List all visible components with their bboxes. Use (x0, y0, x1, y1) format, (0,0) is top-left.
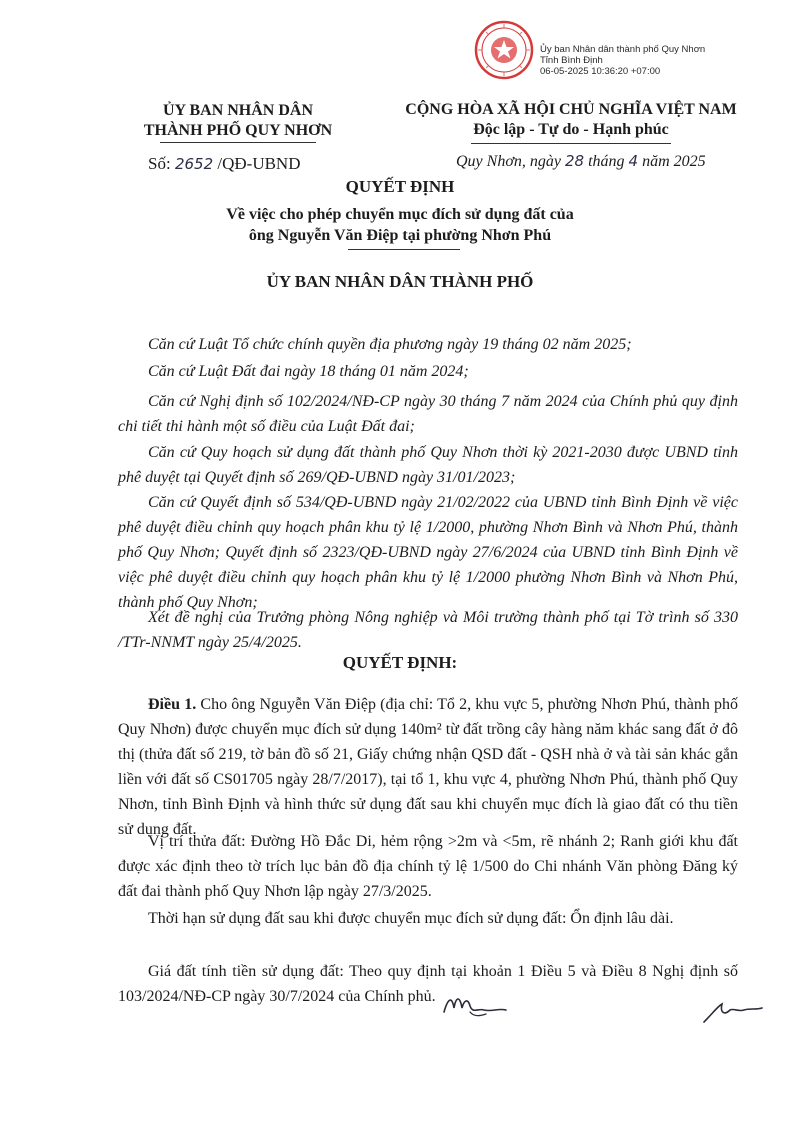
year-text: năm 2025 (638, 153, 706, 170)
document-number-prefix: Số: (148, 154, 175, 173)
document-number (148, 154, 300, 174)
legal-basis-item: Xét đề nghị của Trưởng phòng Nông nghiệp và Môi trường thành phố tại Tờ trình số 330 /TTr-NNMT ngày 25/4/2025. (118, 609, 738, 651)
state-emblem-seal-icon (474, 20, 534, 80)
handwritten-initials-icon (440, 990, 510, 1020)
legal-basis-item: Căn cứ Luật Đất đai ngày 18 tháng 01 năm 2024; (148, 363, 469, 380)
digital-signature-block (540, 44, 705, 77)
article-1 (118, 692, 738, 842)
agency-name-line1: ỦY BAN NHÂN DÂN (162, 102, 314, 119)
article-1-text: Cho ông Nguyễn Văn Điệp (địa chỉ: Tổ 2, khu vực 5, phường Nhơn Phú, thành phố Quy Nhơn) được chuyển mục đích sử dụng 140m² từ đất trồng cây hàng năm khác sang đất ở đô thị (thửa đất số 219, tờ bản đồ số 21, Giấy chứng nhận QSD đất - QSH nhà ở và tài sản khác gắn liền với đất số CS01705 ngày 28/7/2017), tại tổ 1, khu vực 4, phường Nhơn Phú, thành phố Quy Nhơn, tỉnh Bình Định và hình thức sử dụng đất sau khi chuyển mục đích là giao đất có thu tiền sử dụng đất. (118, 696, 739, 838)
legal-basis-item: Căn cứ Quy hoạch sử dụng đất thành phố Quy Nhơn thời kỳ 2021-2030 được UBND tỉnh phê duyệt tại Quyết định số 269/QĐ-UBND ngày 31/01/2023; (118, 444, 738, 486)
document-number-handwritten: 2652 (174, 155, 214, 173)
handwritten-signature-icon (700, 996, 764, 1026)
document-number-suffix: /QĐ-UBND (213, 154, 301, 173)
month-handwritten: 4 (628, 152, 639, 170)
land-location: Vị trí thửa đất: Đường Hồ Đắc Di, hẻm rộng >2m và <5m, rẽ nhánh 2; Ranh giới khu đất được xác định theo tờ trích lục bản đồ địa chính tỷ lệ 1/500 do Chi nhánh Văn phòng Đăng ký đất đai thành phố Quy Nhơn lập ngày 27/3/2025. (118, 833, 738, 900)
signature-org: Ủy ban Nhân dân thành phố Quy Nhơn (540, 44, 706, 55)
place-and-date (456, 152, 706, 171)
place-prefix: Quy Nhơn, ngày (456, 153, 565, 170)
legal-basis-item: Căn cứ Nghị định số 102/2024/NĐ-CP ngày 30 tháng 7 năm 2024 của Chính phủ quy định chi tiết thi hành một số điều của Luật Đất đai; (118, 393, 738, 435)
subject-line-2: ông Nguyễn Văn Điệp tại phường Nhơn Phú (248, 227, 552, 244)
agency-underline (160, 142, 316, 143)
legal-basis-item: Căn cứ Quyết định số 534/QĐ-UBND ngày 21/02/2022 của UBND tỉnh Bình Định về việc phê duyệt điều chỉnh quy hoạch phân khu tỷ lệ 1/2000, phường Nhơn Bình và Nhơn Phú, thành phố Quy Nhơn; Quyết định số 2323/QĐ-UBND ngày 27/6/2024 của UBND tỉnh Bình Định về việc phê duyệt điều chỉnh quy hoạch phân khu tỷ lệ 1/2000 phường Nhơn Bình và Nhơn Phú, thành phố Quy Nhơn; (118, 494, 738, 611)
land-use-term: Thời hạn sử dụng đất sau khi được chuyển mục đích sử dụng đất: Ổn định lâu dài. (148, 910, 674, 927)
legal-basis-item: Căn cứ Luật Tổ chức chính quyền địa phương ngày 19 tháng 02 năm 2025; (148, 336, 632, 353)
subject-line-1: Về việc cho phép chuyển mục đích sử dụng đất của (226, 206, 574, 223)
agency-name-line2: THÀNH PHỐ QUY NHƠN (143, 122, 333, 139)
signature-province: Tỉnh Bình Định (540, 55, 603, 66)
motto-underline (471, 143, 671, 144)
decision-heading: QUYẾT ĐỊNH: (342, 653, 458, 672)
land-price: Giá đất tính tiền sử dụng đất: Theo quy định tại khoản 1 Điều 5 và Điều 8 Nghị định số 103/2024/NĐ-CP ngày 30/7/2024 của Chính phủ. (118, 963, 738, 1005)
document-type-title: QUYẾT ĐỊNH (345, 177, 455, 196)
subject-underline (348, 249, 460, 250)
national-motto: Độc lập - Tự do - Hạnh phúc (473, 121, 669, 138)
signature-timestamp: 06-05-2025 10:36:20 +07:00 (540, 66, 661, 77)
day-handwritten: 28 (564, 152, 585, 170)
national-title: CỘNG HÒA XÃ HỘI CHỦ NGHĨA VIỆT NAM (405, 101, 737, 118)
article-1-label: Điều 1. (148, 696, 197, 713)
issuing-authority: ỦY BAN NHÂN DÂN THÀNH PHỐ (266, 272, 534, 291)
month-label: tháng (584, 153, 629, 170)
